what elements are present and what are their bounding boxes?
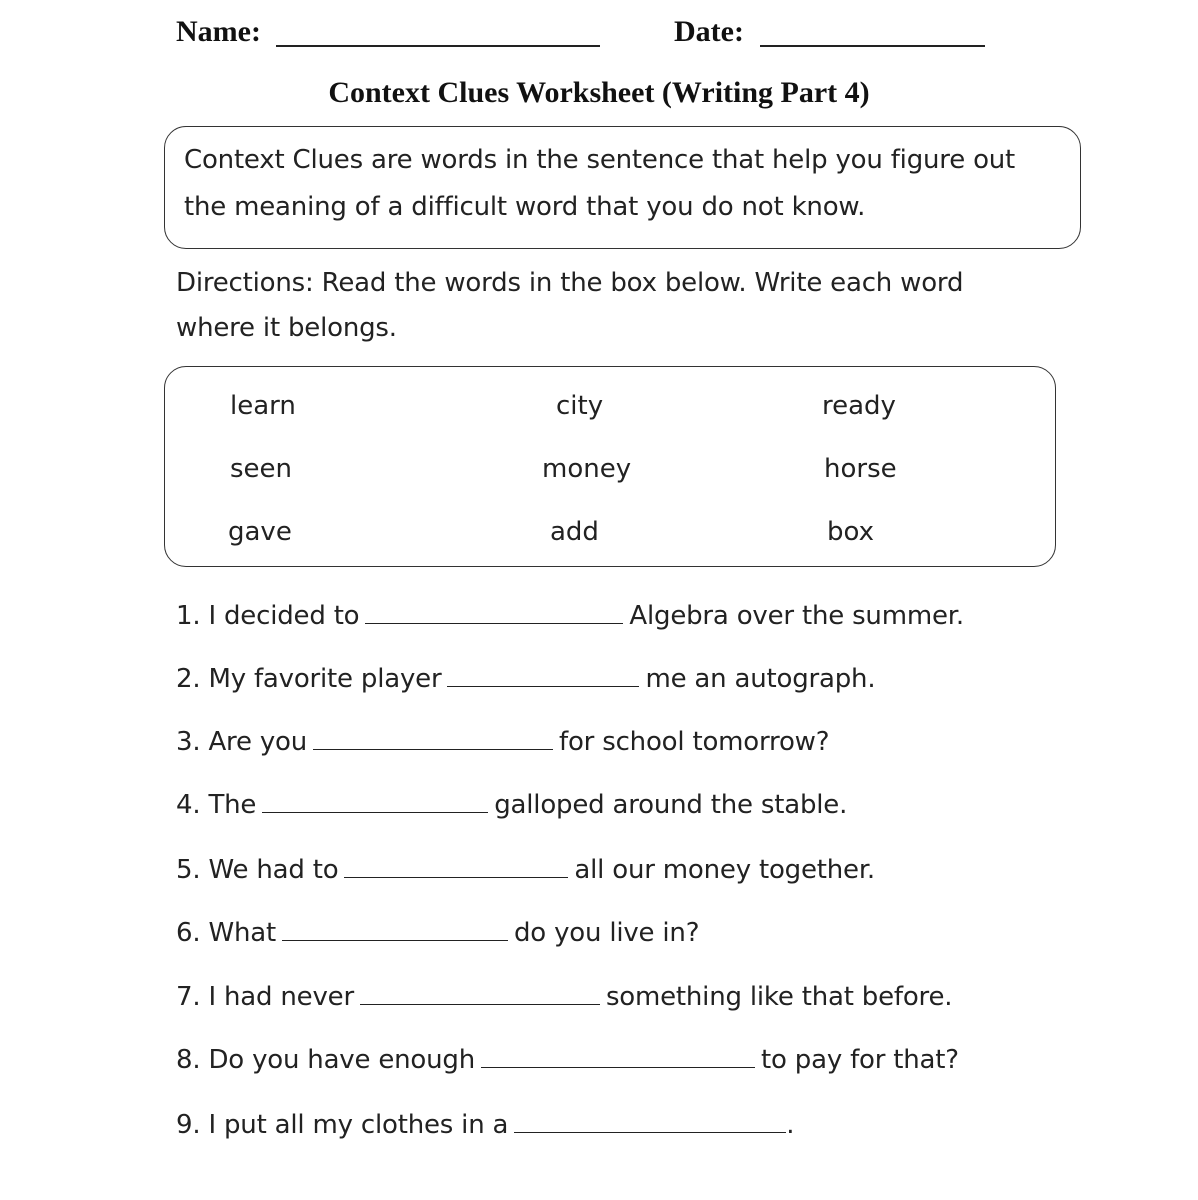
question-4: [176, 786, 847, 820]
answer-blank-5[interactable]: [344, 851, 568, 878]
answer-blank-2[interactable]: [447, 660, 639, 687]
question-2-rest: me an autograph.: [645, 664, 876, 694]
question-3: [176, 723, 829, 757]
question-9-text: 9. I put all my clothes in a: [176, 1110, 509, 1140]
definition-line-2: the meaning of a difficult word that you do not know.: [184, 192, 866, 222]
question-1-rest: Algebra over the summer.: [629, 601, 964, 631]
answer-blank-7[interactable]: [360, 978, 600, 1005]
question-1-text: 1. I decided to: [176, 601, 360, 631]
question-3-text: 3. Are you: [176, 727, 308, 757]
question-7: [176, 978, 952, 1012]
date-label: Date:: [674, 15, 744, 48]
word-bank-item: learn: [230, 391, 296, 421]
question-4-rest: galloped around the stable.: [494, 790, 848, 820]
answer-blank-3[interactable]: [313, 723, 553, 750]
name-field[interactable]: [276, 45, 600, 47]
date-field[interactable]: [760, 45, 985, 47]
question-5: [176, 851, 875, 885]
answer-blank-8[interactable]: [481, 1041, 755, 1068]
question-6-rest: do you live in?: [514, 918, 700, 948]
question-4-text: 4. The: [176, 790, 257, 820]
word-bank-item: ready: [822, 391, 896, 421]
worksheet-title: Context Clues Worksheet (Writing Part 4): [328, 76, 870, 109]
question-5-rest: all our money together.: [574, 855, 875, 885]
word-bank-item: money: [542, 454, 632, 484]
name-label: Name:: [176, 15, 261, 48]
directions-line-2: where it belongs.: [176, 313, 397, 343]
answer-blank-9[interactable]: [514, 1106, 786, 1133]
word-bank-box: [164, 366, 1056, 567]
question-9: [176, 1106, 794, 1140]
answer-blank-6[interactable]: [282, 914, 508, 941]
definition-box: [164, 126, 1081, 249]
question-2: [176, 660, 875, 694]
question-2-text: 2. My favorite player: [176, 664, 442, 694]
word-bank-item: horse: [824, 454, 897, 484]
answer-blank-4[interactable]: [262, 786, 488, 813]
question-1: [176, 597, 964, 631]
word-bank-item: seen: [230, 454, 293, 484]
question-3-rest: for school tomorrow?: [559, 727, 830, 757]
question-6: [176, 914, 699, 948]
word-bank-item: box: [827, 517, 874, 547]
answer-blank-1[interactable]: [365, 597, 623, 624]
question-8: [176, 1041, 959, 1075]
question-6-text: 6. What: [176, 918, 276, 948]
question-5-text: 5. We had to: [176, 855, 339, 885]
directions-line-1: Directions: Read the words in the box below. Write each word: [176, 268, 964, 298]
word-bank-item: gave: [228, 517, 292, 547]
question-8-rest: to pay for that?: [761, 1045, 959, 1075]
word-bank-item: city: [556, 391, 604, 421]
question-9-rest: .: [786, 1110, 795, 1140]
question-7-rest: something like that before.: [605, 982, 953, 1012]
definition-line-1: Context Clues are words in the sentence that help you figure out: [184, 145, 1016, 175]
word-bank-item: add: [550, 517, 599, 547]
question-7-text: 7. I had never: [176, 982, 354, 1012]
question-8-text: 8. Do you have enough: [176, 1045, 476, 1075]
